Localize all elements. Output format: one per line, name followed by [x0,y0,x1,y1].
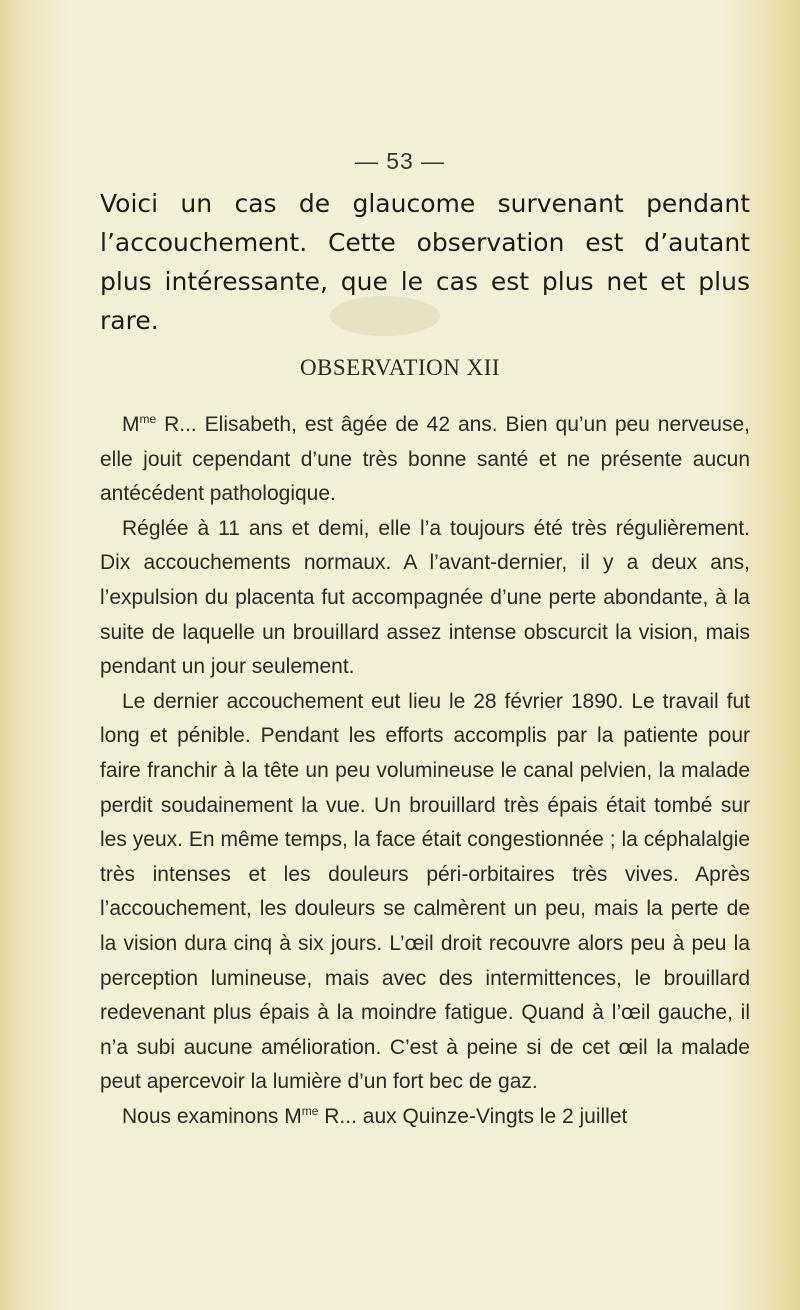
paragraph-last-delivery: Le dernier accouchement eut lieu le 28 février 1890. Le travail fut long et pénible. Pendant les efforts accomplis par la patiente pour faire franchir à la tête un peu volumineuse le canal pelvien, la malade perdit soudainement la vue. Un brouillard très épais était tombé sur les yeux. En même temps, la face était congestionnée ; la céphalalgie très intenses et les douleurs péri-orbitaires très vives. Après l’accouchement, les douleurs se calmèrent un peu, mais la perte de la vision dura cinq à six jours. L’œil droit recouvre alors peu à peu la perception lumineuse, mais avec des intermittences, le brouillard redevenant plus épais à la moindre fatigue. Quand à l’œil gauche, il n’a subi aucune amélioration. C’est à peine si de cet œil la malade peut apercevoir la lumière d’un fort bec de gaz. [100,689,750,1094]
title-superscript: me [301,1103,319,1118]
paragraph-history: Réglée à 11 ans et demi, elle l’a toujours été très régulièrement. Dix accouchements normaux. A l’avant-dernier, il y a deux ans, l’expulsion du placenta fut accompagnée d’une perte abondante, à la suite de laquelle un brouillard assez intense obscurcit la vision, mais pendant un jour seulement. [100,516,750,679]
paragraph-text: R... aux Quinze-Vingts le 2 juillet [318,1104,628,1128]
paragraph-patient [100,408,750,512]
intro-paragraph: Voici un cas de glaucome survenant pendant l’accouchement. Cette observation est d’autant plus intéressante, que le cas est plus net et plus rare. [100,189,750,335]
page-number: — 53 — [354,148,446,174]
title-superscript: me [139,412,157,426]
paragraph-examination [100,1100,750,1135]
title-abbrev: M [122,413,140,436]
observation-heading: OBSERVATION XII [299,355,501,380]
observation-body [100,408,750,1134]
paragraph-text: R... Elisabeth, est âgée de 42 ans. Bien qu’un peu nerveuse, elle jouit cependant d’une très bonne santé et ne présente aucun antécédent pathologique. [100,413,750,506]
paragraph-text: Nous examinons M [122,1104,302,1128]
